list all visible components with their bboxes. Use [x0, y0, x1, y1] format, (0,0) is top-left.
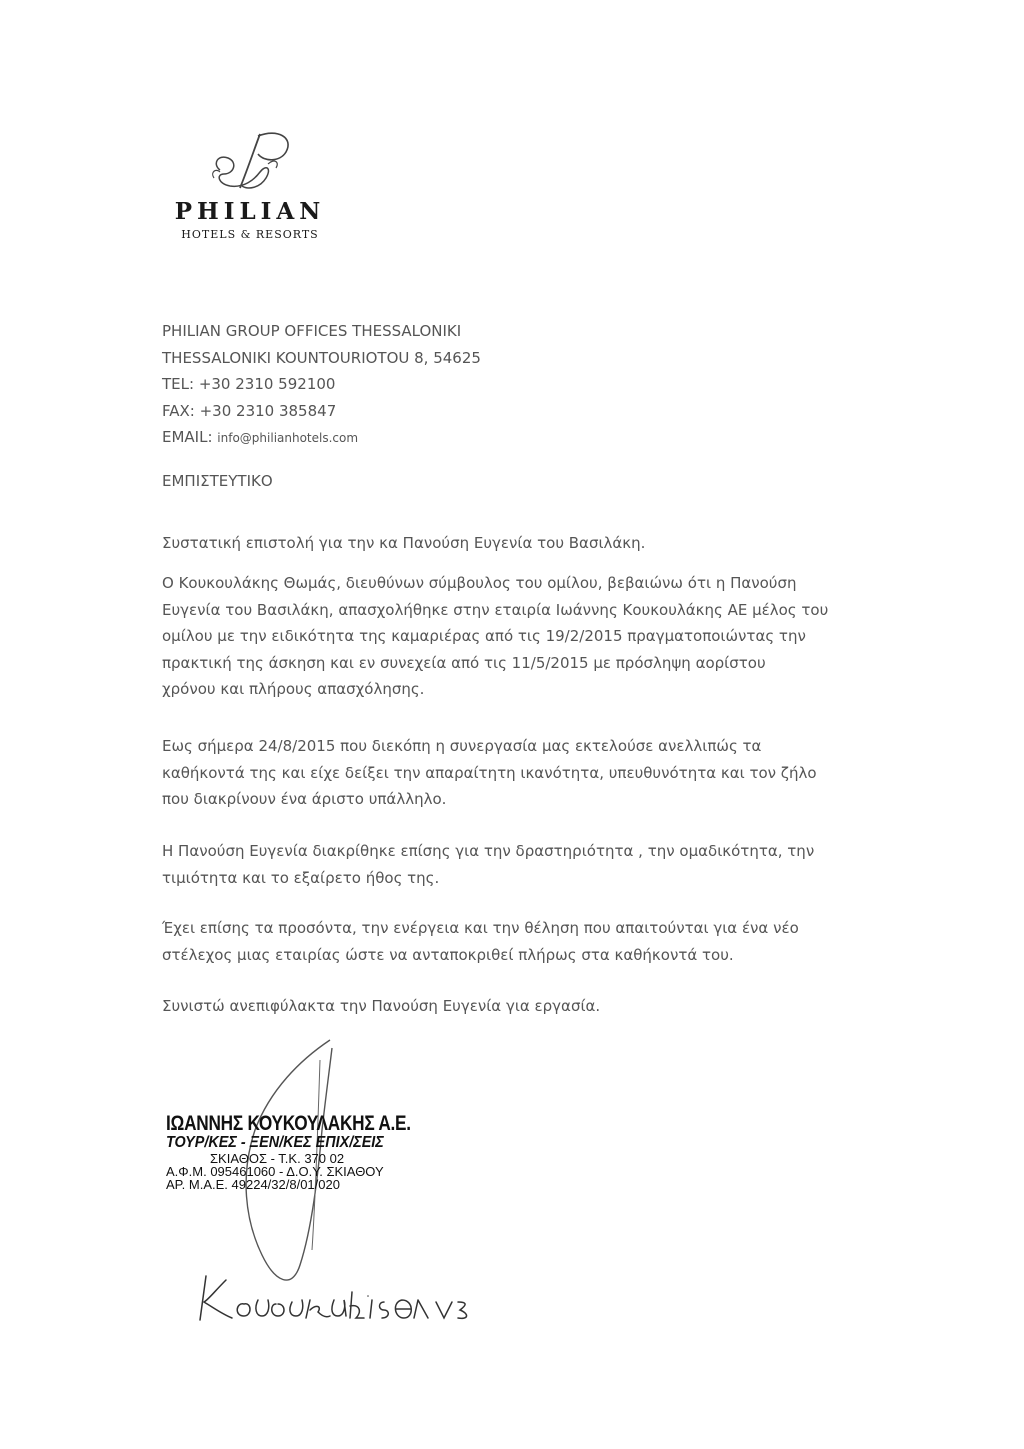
paragraph-line: που διακρίνουν ένα άριστο υπάλληλο. — [162, 790, 447, 808]
paragraph-line: χρόνου και πλήρους απασχόλησης. — [162, 680, 425, 698]
logo-wordmark: PHILIAN — [174, 198, 326, 225]
paragraph-line: Εως σήμερα 24/8/2015 που διεκόπη η συνεργασία μας εκτελούσε ανελλιπώς τα — [162, 737, 762, 755]
telephone: TEL: +30 2310 592100 — [162, 375, 336, 393]
stamp-registry-number: ΑΡ. Μ.Α.Ε. 49224/32/8/01/020 — [166, 1177, 340, 1192]
stamp-business-type: ΤΟΥΡ/ΚΕΣ - ΞΕΝ/ΚΕΣ ΕΠΙΧ/ΣΕΙΣ — [166, 1134, 384, 1151]
paragraph-line: πρακτική της άσκηση και εν συνεχεία από τις 11/5/2015 με πρόσληψη αορίστου — [162, 653, 766, 672]
stamp-address: ΣΚΙΑΘΟΣ - Τ.Κ. 370 02 — [210, 1151, 345, 1166]
paragraph-line: Η Πανούση Ευγενία διακρίθηκε επίσης για την δραστηριότητα , την ομαδικότητα, την — [162, 842, 815, 860]
paragraph-line: Έχει επίσης τα προσόντα, την ενέργεια και την θέληση που απαιτούνται για ένα νέο — [162, 919, 799, 937]
logo-subtitle: HOTELS & RESORTS — [181, 228, 319, 241]
confidential-heading: ΕΜΠΙΣΤΕΥΤΙΚΟ — [162, 472, 273, 490]
address-line-2: THESSALONIKI KOUNTOURIOTOU 8, 54625 — [162, 348, 481, 367]
paragraph-line: καθήκοντά της και είχε δείξει την απαραίτητη ικανότητα, υπευθυνότητα και τον ζήλο — [162, 763, 817, 782]
stamp-company-name: ΙΩΑΝΝΗΣ ΚΟΥΚΟΥΛΑΚΗΣ Α.Ε. — [166, 1112, 411, 1135]
subject-text: Συστατική επιστολή για την κα Πανούση Ευγενία του Βασιλάκη. — [162, 534, 646, 552]
stamp-tax-id: Α.Φ.Μ. 095461060 - Δ.Ο.Υ. ΣΚΙΑΘΟΥ — [166, 1164, 384, 1179]
paragraph-line: Ο Κουκουλάκης Θωμάς, διευθύνων σύμβουλος του ομίλου, βεβαιώνω ότι η Πανούση — [162, 574, 797, 592]
email-label: EMAIL: — [162, 428, 213, 446]
paragraph-line: τιμιότητα και το εξαίρετο ήθος της. — [162, 868, 440, 887]
email-value: info@philianhotels.com — [217, 431, 359, 445]
paragraph-line: ομίλου με την ειδικότητα της καμαριέρας από τις 19/2/2015 πραγματοποιώντας την — [162, 627, 806, 645]
address-line-1: PHILIAN GROUP OFFICES THESSALONIKI — [162, 322, 462, 340]
paragraph-line: στέλεχος μιας εταιρίας ώστε να ανταποκριθεί πλήρως στα καθήκοντά του. — [162, 945, 734, 964]
paragraph-line: Ευγενία του Βασιλάκη, απασχολήθηκε στην εταιρία Ιωάννης Κουκουλάκης ΑΕ μέλος του — [162, 600, 829, 619]
paragraph-line: Συνιστώ ανεπιφύλακτα την Πανούση Ευγενία για εργασία. — [162, 997, 601, 1015]
fax: FAX: +30 2310 385847 — [162, 401, 337, 420]
